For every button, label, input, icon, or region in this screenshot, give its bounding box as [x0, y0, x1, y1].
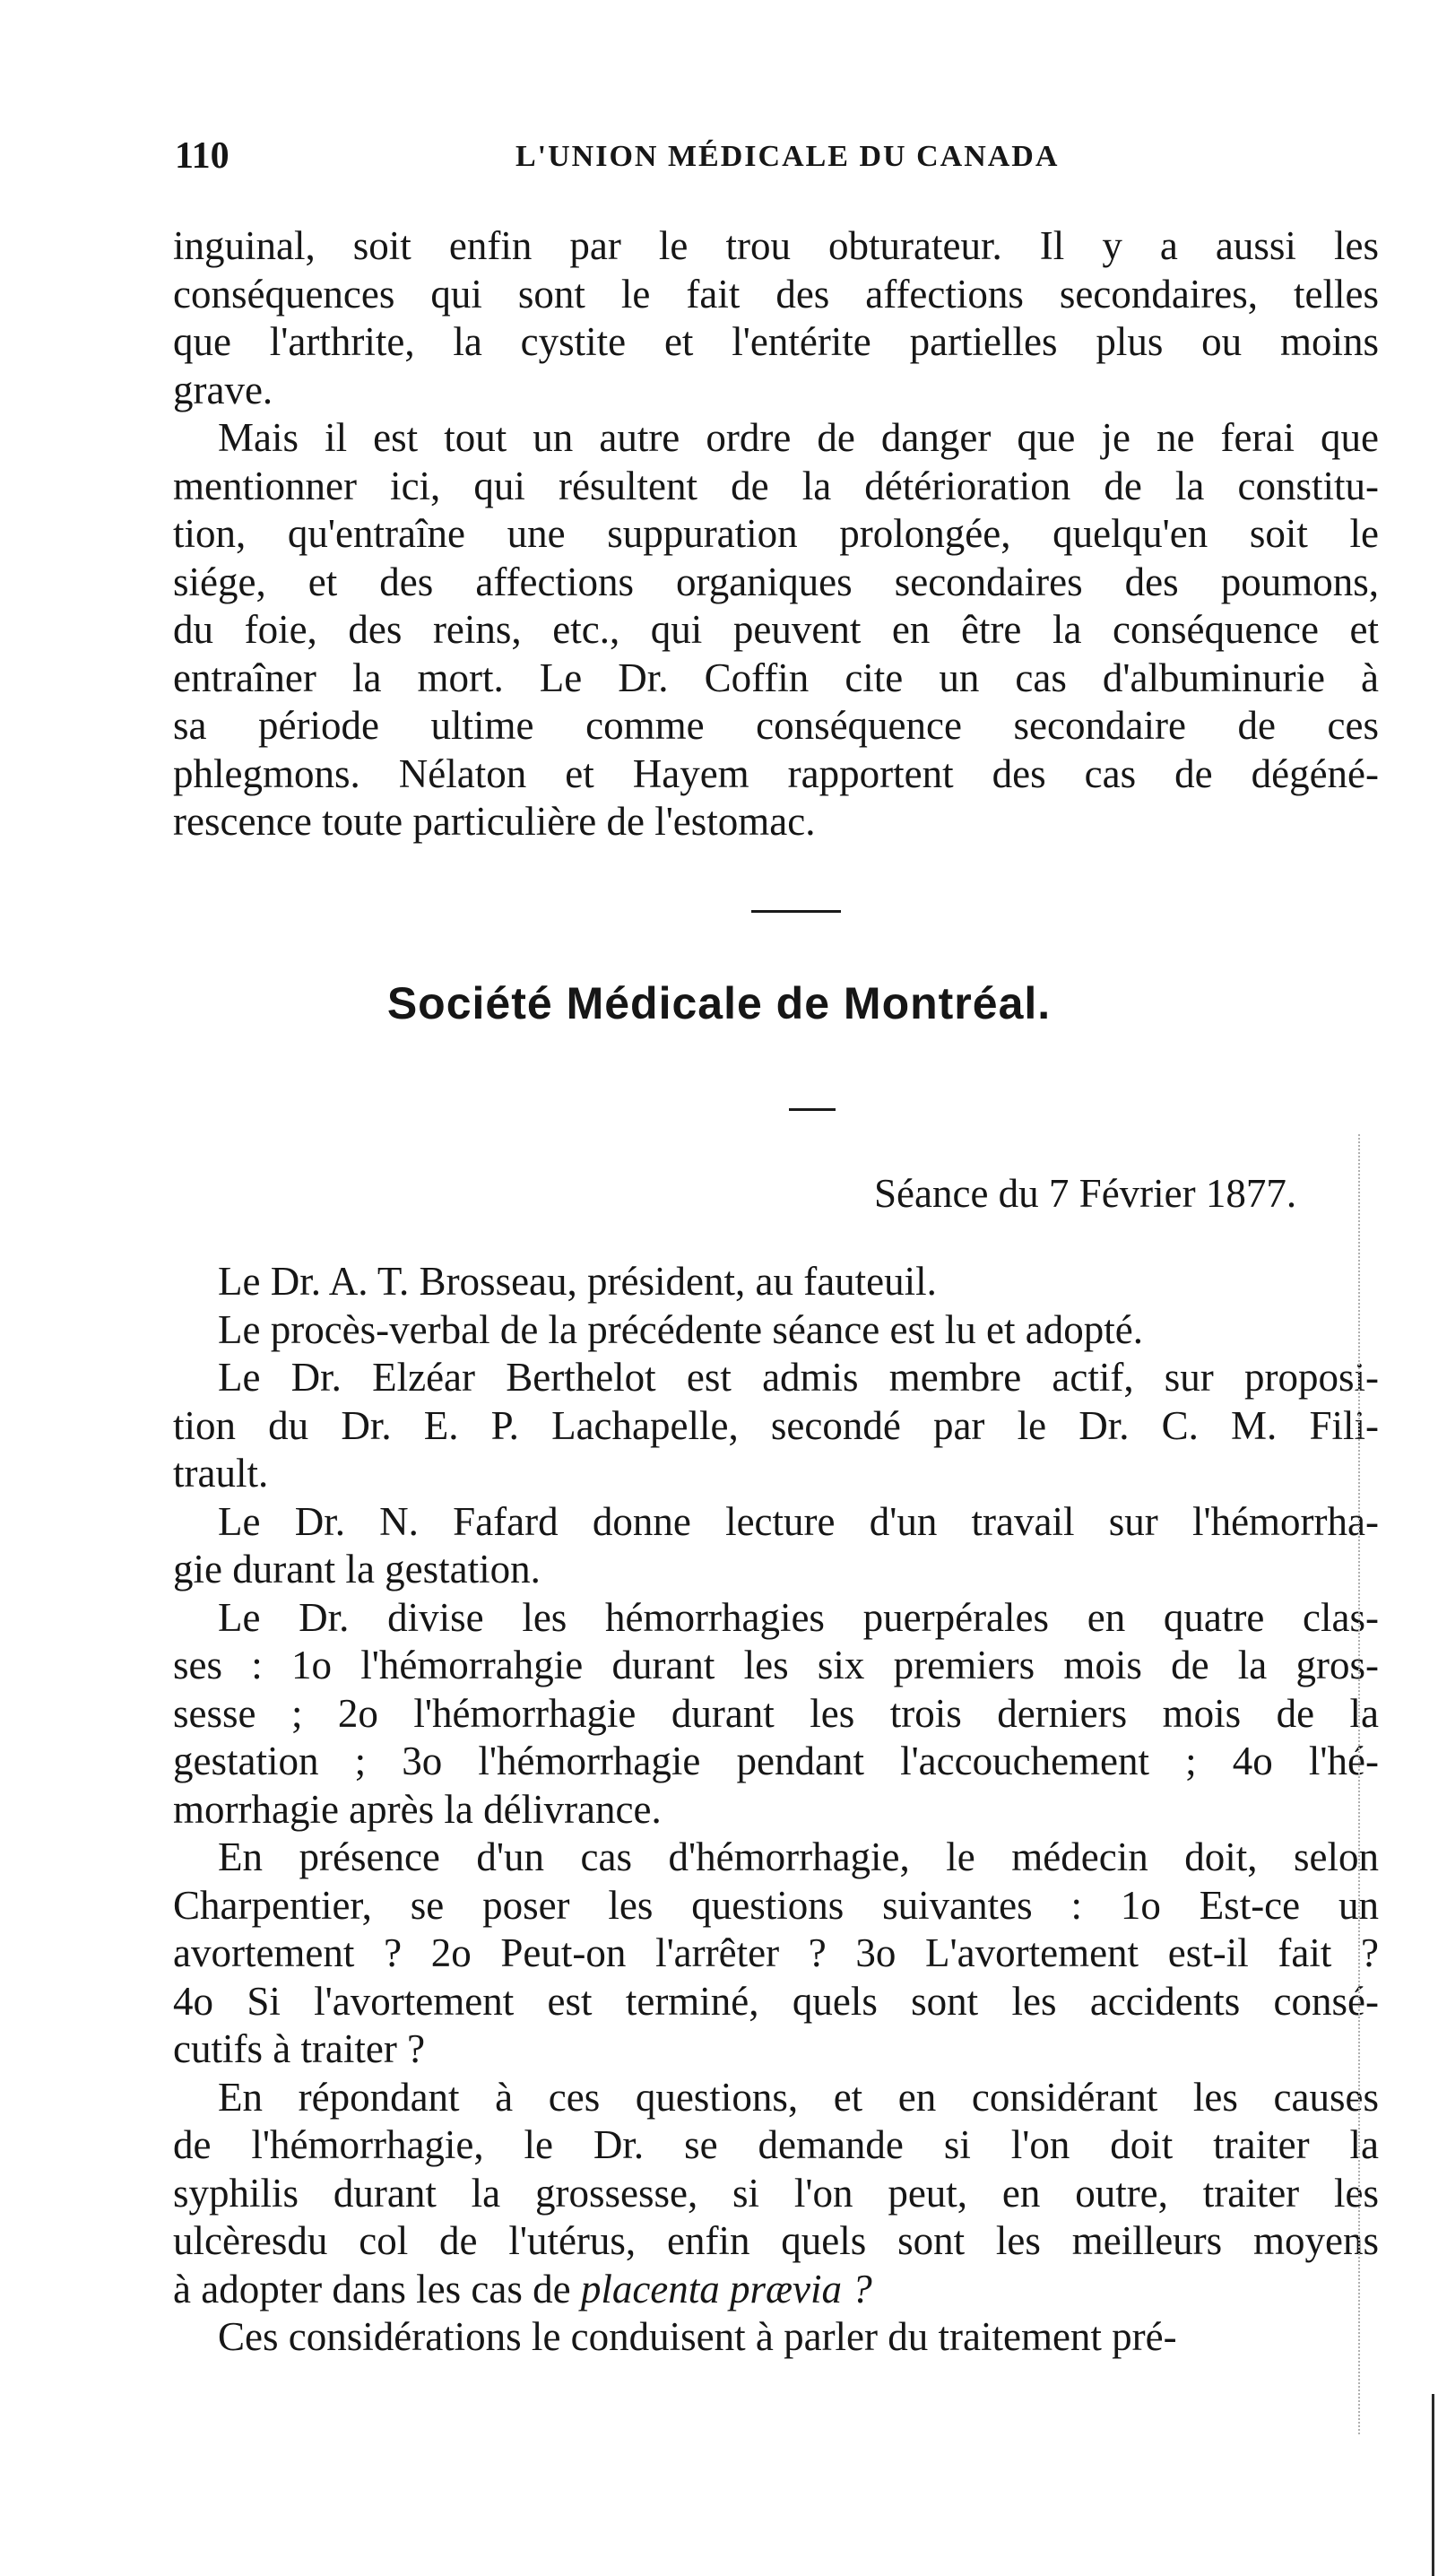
page-number: 110 [175, 135, 230, 177]
text-line: que l'arthrite, la cystite et l'entérite partielles plus ou moins [173, 319, 1379, 364]
text-line: gie durant la gestation. [173, 1547, 541, 1592]
section-title: Société Médicale de Montréal. [386, 978, 1052, 1028]
text-segment: à adopter dans les cas de [173, 2266, 571, 2311]
text-line: syphilis durant la grossesse, si l'on peut, en outre, traiter les [173, 2170, 1379, 2216]
text-line: 4o Si l'avortement est terminé, quels sont les accidents consé- [173, 1978, 1379, 2024]
text-line: ses : 1o l'hémorrahgie durant les six premiers mois de la gros- [173, 1643, 1379, 1687]
text-line [173, 2266, 1379, 2314]
text-line: tion du Dr. E. P. Lachapelle, secondé par le Dr. C. M. Fili- [173, 1402, 1379, 1448]
minutes-paragraphs [173, 1258, 1379, 2362]
page-header [175, 134, 1130, 179]
text-line: Le procès-verbal de la précédente séance est lu et adopté. [218, 1306, 1143, 1352]
text-line: morrhagie après la délivrance. [173, 1786, 662, 1832]
text-line: mentionner ici, qui résultent de la détérioration de la constitu- [173, 463, 1379, 508]
section-divider-rule [751, 910, 841, 913]
running-title: L'UNION MÉDICALE DU CANADA [515, 140, 1060, 173]
text-line: ulcèresdu col de l'utérus, enfin quels sont les meilleurs moyens [173, 2218, 1379, 2263]
text-line: En présence d'un cas d'hémorrhagie, le médecin doit, selon [218, 1834, 1379, 1879]
text-line: En répondant à ces questions, et en considérant les causes [218, 2074, 1379, 2120]
text-line: entraîner la mort. Le Dr. Coffin cite un cas d'albuminurie à [173, 655, 1379, 700]
text-line: sesse ; 2o l'hémorrhagie durant les trois derniers mois de la [173, 1690, 1379, 1736]
session-date: Séance du 7 Février 1877. [874, 1171, 1297, 1216]
text-line: conséquences qui sont le fait des affections secondaires, telles [173, 271, 1379, 317]
text-line: Le Dr. Elzéar Berthelot est admis membre actif, sur proposi- [218, 1355, 1379, 1400]
text-line: tion, qu'entraîne une suppuration prolongée, quelqu'en soit le [173, 511, 1379, 556]
text-line: rescence toute particulière de l'estomac. [173, 799, 816, 844]
text-line: trault. [173, 1451, 269, 1496]
continuation-paragraphs [173, 222, 1379, 846]
text-line: Le Dr. N. Fafard donne lecture d'un travail sur l'hémorrha- [218, 1498, 1379, 1544]
text-line: Le Dr. A. T. Brosseau, président, au fauteuil. [218, 1259, 937, 1304]
text-line: de l'hémorrhagie, le Dr. se demande si l'on doit traiter la [173, 2122, 1379, 2167]
text-line: Mais il est tout un autre ordre de danger que je ne ferai que [218, 415, 1379, 460]
title-underline-rule [789, 1108, 836, 1111]
text-line: du foie, des reins, etc., qui peuvent en être la conséquence et [173, 607, 1379, 652]
text-line: sa période ultime comme conséquence secondaire de ces [173, 703, 1379, 748]
text-line: phlegmons. Nélaton et Hayem rapportent des cas de dégéné- [173, 750, 1379, 796]
page-edge-line [1432, 2394, 1434, 2576]
text-line: cutifs à traiter ? [173, 2026, 426, 2071]
text-line: Le Dr. divise les hémorrhagies puerpérales en quatre clas- [218, 1594, 1379, 1640]
text-line: Ces considérations le conduisent à parler du traitement pré- [218, 2314, 1177, 2359]
text-line: grave. [173, 367, 273, 412]
text-line: inguinal, soit enfin par le trou obturateur. Il y a aussi les [173, 223, 1379, 268]
italic-term: placenta prævia ? [580, 2266, 872, 2311]
text-line: siége, et des affections organiques secondaires des poumons, [173, 559, 1379, 604]
margin-dotted-line [1358, 1134, 1367, 2434]
text-line: Charpentier, se poser les questions suivantes : 1o Est-ce un [173, 1882, 1379, 1928]
text-line: avortement ? 2o Peut-on l'arrêter ? 3o L'avortement est-il fait ? [173, 1930, 1379, 1975]
text-line: gestation ; 3o l'hémorrhagie pendant l'accouchement ; 4o l'hé- [173, 1739, 1379, 1783]
